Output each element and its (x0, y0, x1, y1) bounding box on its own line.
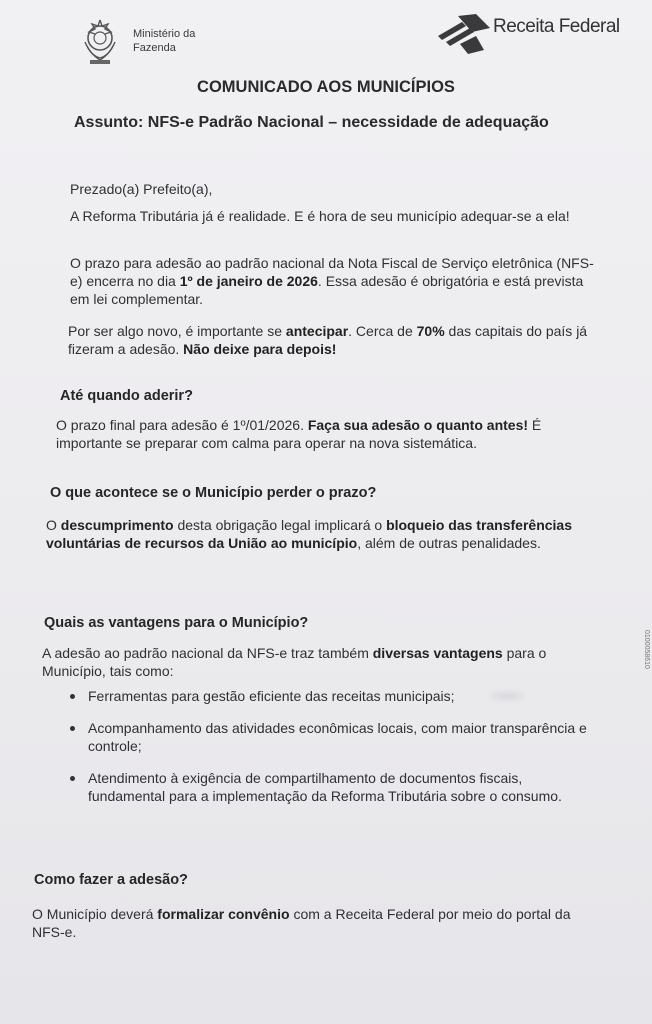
document-subject: Assunto: NFS-e Padrão Nacional – necessidade de adequação (74, 114, 549, 131)
agency-name: Receita Federal (493, 16, 620, 37)
list-item: Ferramentas para gestão eficiente das receitas municipais; (66, 687, 590, 705)
section-text-how-to-join: O Município deverá formalizar convênio com a Receita Federal por meio do portal da NFS-e. (32, 906, 571, 940)
receita-federal-logo-icon (436, 14, 492, 54)
intro-paragraph-3: Por ser algo novo, é importante se antecipar. Cerca de 70% das capitais do país já fizeram a adesão. Não deixe para depois! (68, 323, 588, 357)
advantages-list (66, 687, 590, 819)
list-item: Atendimento à exigência de compartilhamento de documentos fiscais, fundamental para a implementação da Reforma Tributária sobre o consumo. (66, 769, 590, 805)
list-item: Acompanhamento das atividades econômicas locais, com maior transparência e controle; (66, 719, 590, 755)
section-heading-deadline: Até quando aderir? (60, 388, 193, 404)
section-text-deadline: O prazo final para adesão é 1º/01/2026. Faça sua adesão o quanto antes! É importante se preparar com calma para operar na nova sistemática. (56, 417, 542, 451)
section-heading-how-to-join: Como fazer a adesão? (34, 872, 188, 888)
brazil-coat-of-arms-icon (78, 18, 122, 66)
section-heading-advantages: Quais as vantagens para o Município? (44, 615, 309, 631)
ministry-name: Ministério da Fazenda (133, 28, 196, 54)
letterhead (0, 14, 652, 74)
section-text-missed-deadline: O descumprimento desta obrigação legal implicará o bloqueio das transferências voluntárias de recursos da União ao município, além de outras penalidades. (46, 517, 573, 551)
side-serial-code: 0100058610 (643, 630, 650, 669)
section-text-advantages: A adesão ao padrão nacional da NFS-e traz também diversas vantagens para o Município, tais como: (42, 645, 547, 679)
intro-paragraph-2: O prazo para adesão ao padrão nacional da Nota Fiscal de Serviço eletrônica (NFS-e) encerra no dia 1º de janeiro de 2026. Essa adesão é obrigatória e está prevista em lei complementar. (70, 255, 594, 307)
document-title: COMUNICADO AOS MUNICÍPIOS (197, 78, 455, 96)
greeting: Prezado(a) Prefeito(a), (70, 181, 213, 197)
section-heading-missed-deadline: O que acontece se o Município perder o prazo? (50, 485, 377, 501)
paper-blemish (484, 688, 530, 704)
intro-paragraph-1: A Reforma Tributária já é realidade. E é hora de seu município adequar-se a ela! (70, 208, 570, 224)
